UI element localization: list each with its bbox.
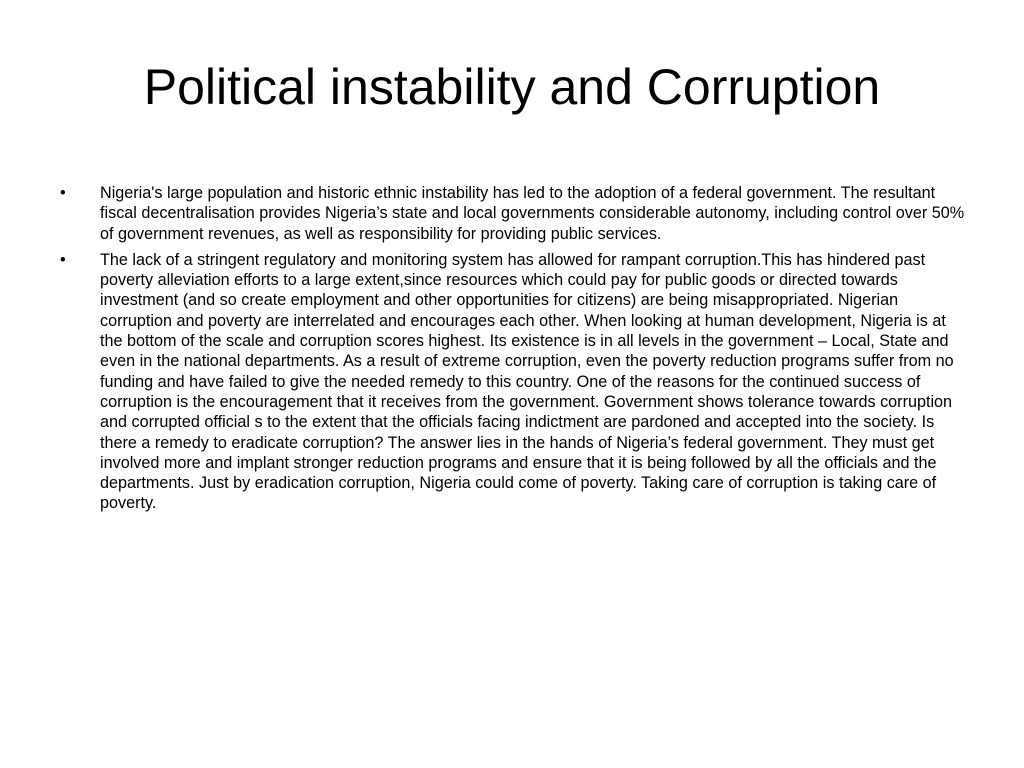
bullet-text: The lack of a stringent regulatory and monitoring system has allowed for rampant corruption.This has hindered past poverty alleviation efforts to a large extent,since resources which could pay for public goods or directed towards investment (and so create employment and other opportunities for citizens) are being misappropriated. Nigerian corruption and poverty are interrelated and encourages each other. When looking at human development, Nigeria is at the bottom of the scale and corruption scores highest. Its existence is in all levels in the government – Local, State and even in the national departments. As a result of extreme corruption, even the poverty reduction programs suffer from no funding and have failed to give the needed remedy to this country. One of the reasons for the continued success of corruption is the encouragement that it receives from the government. Government shows tolerance towards corruption and corrupted official s to the extent that the officials facing indictment are pardoned and accepted into the society. Is there a remedy to eradicate corruption? The answer lies in the hands of Nigeria’s federal government. They must get involved more and implant stronger reduction programs and ensure that it is being followed by all the officials and the departments. Just by eradication corruption, Nigeria could come of poverty. Taking care of corruption is taking care of poverty. xyxy=(100,250,954,513)
slide-title: Political instability and Corruption xyxy=(143,59,881,115)
bullet-list xyxy=(60,183,968,520)
bullet-text: Nigeria's large population and historic ethnic instability has led to the adoption of a federal government. The resultant fiscal decentralisation provides Nigeria’s state and local governments considerable autonomy, including control over 50% of government revenues, as well as responsibility for providing public services. xyxy=(100,184,965,243)
bullet-marker: • xyxy=(60,250,66,269)
bullet-marker: • xyxy=(60,184,66,202)
bullet-item xyxy=(60,183,968,244)
bullet-item xyxy=(60,250,968,514)
